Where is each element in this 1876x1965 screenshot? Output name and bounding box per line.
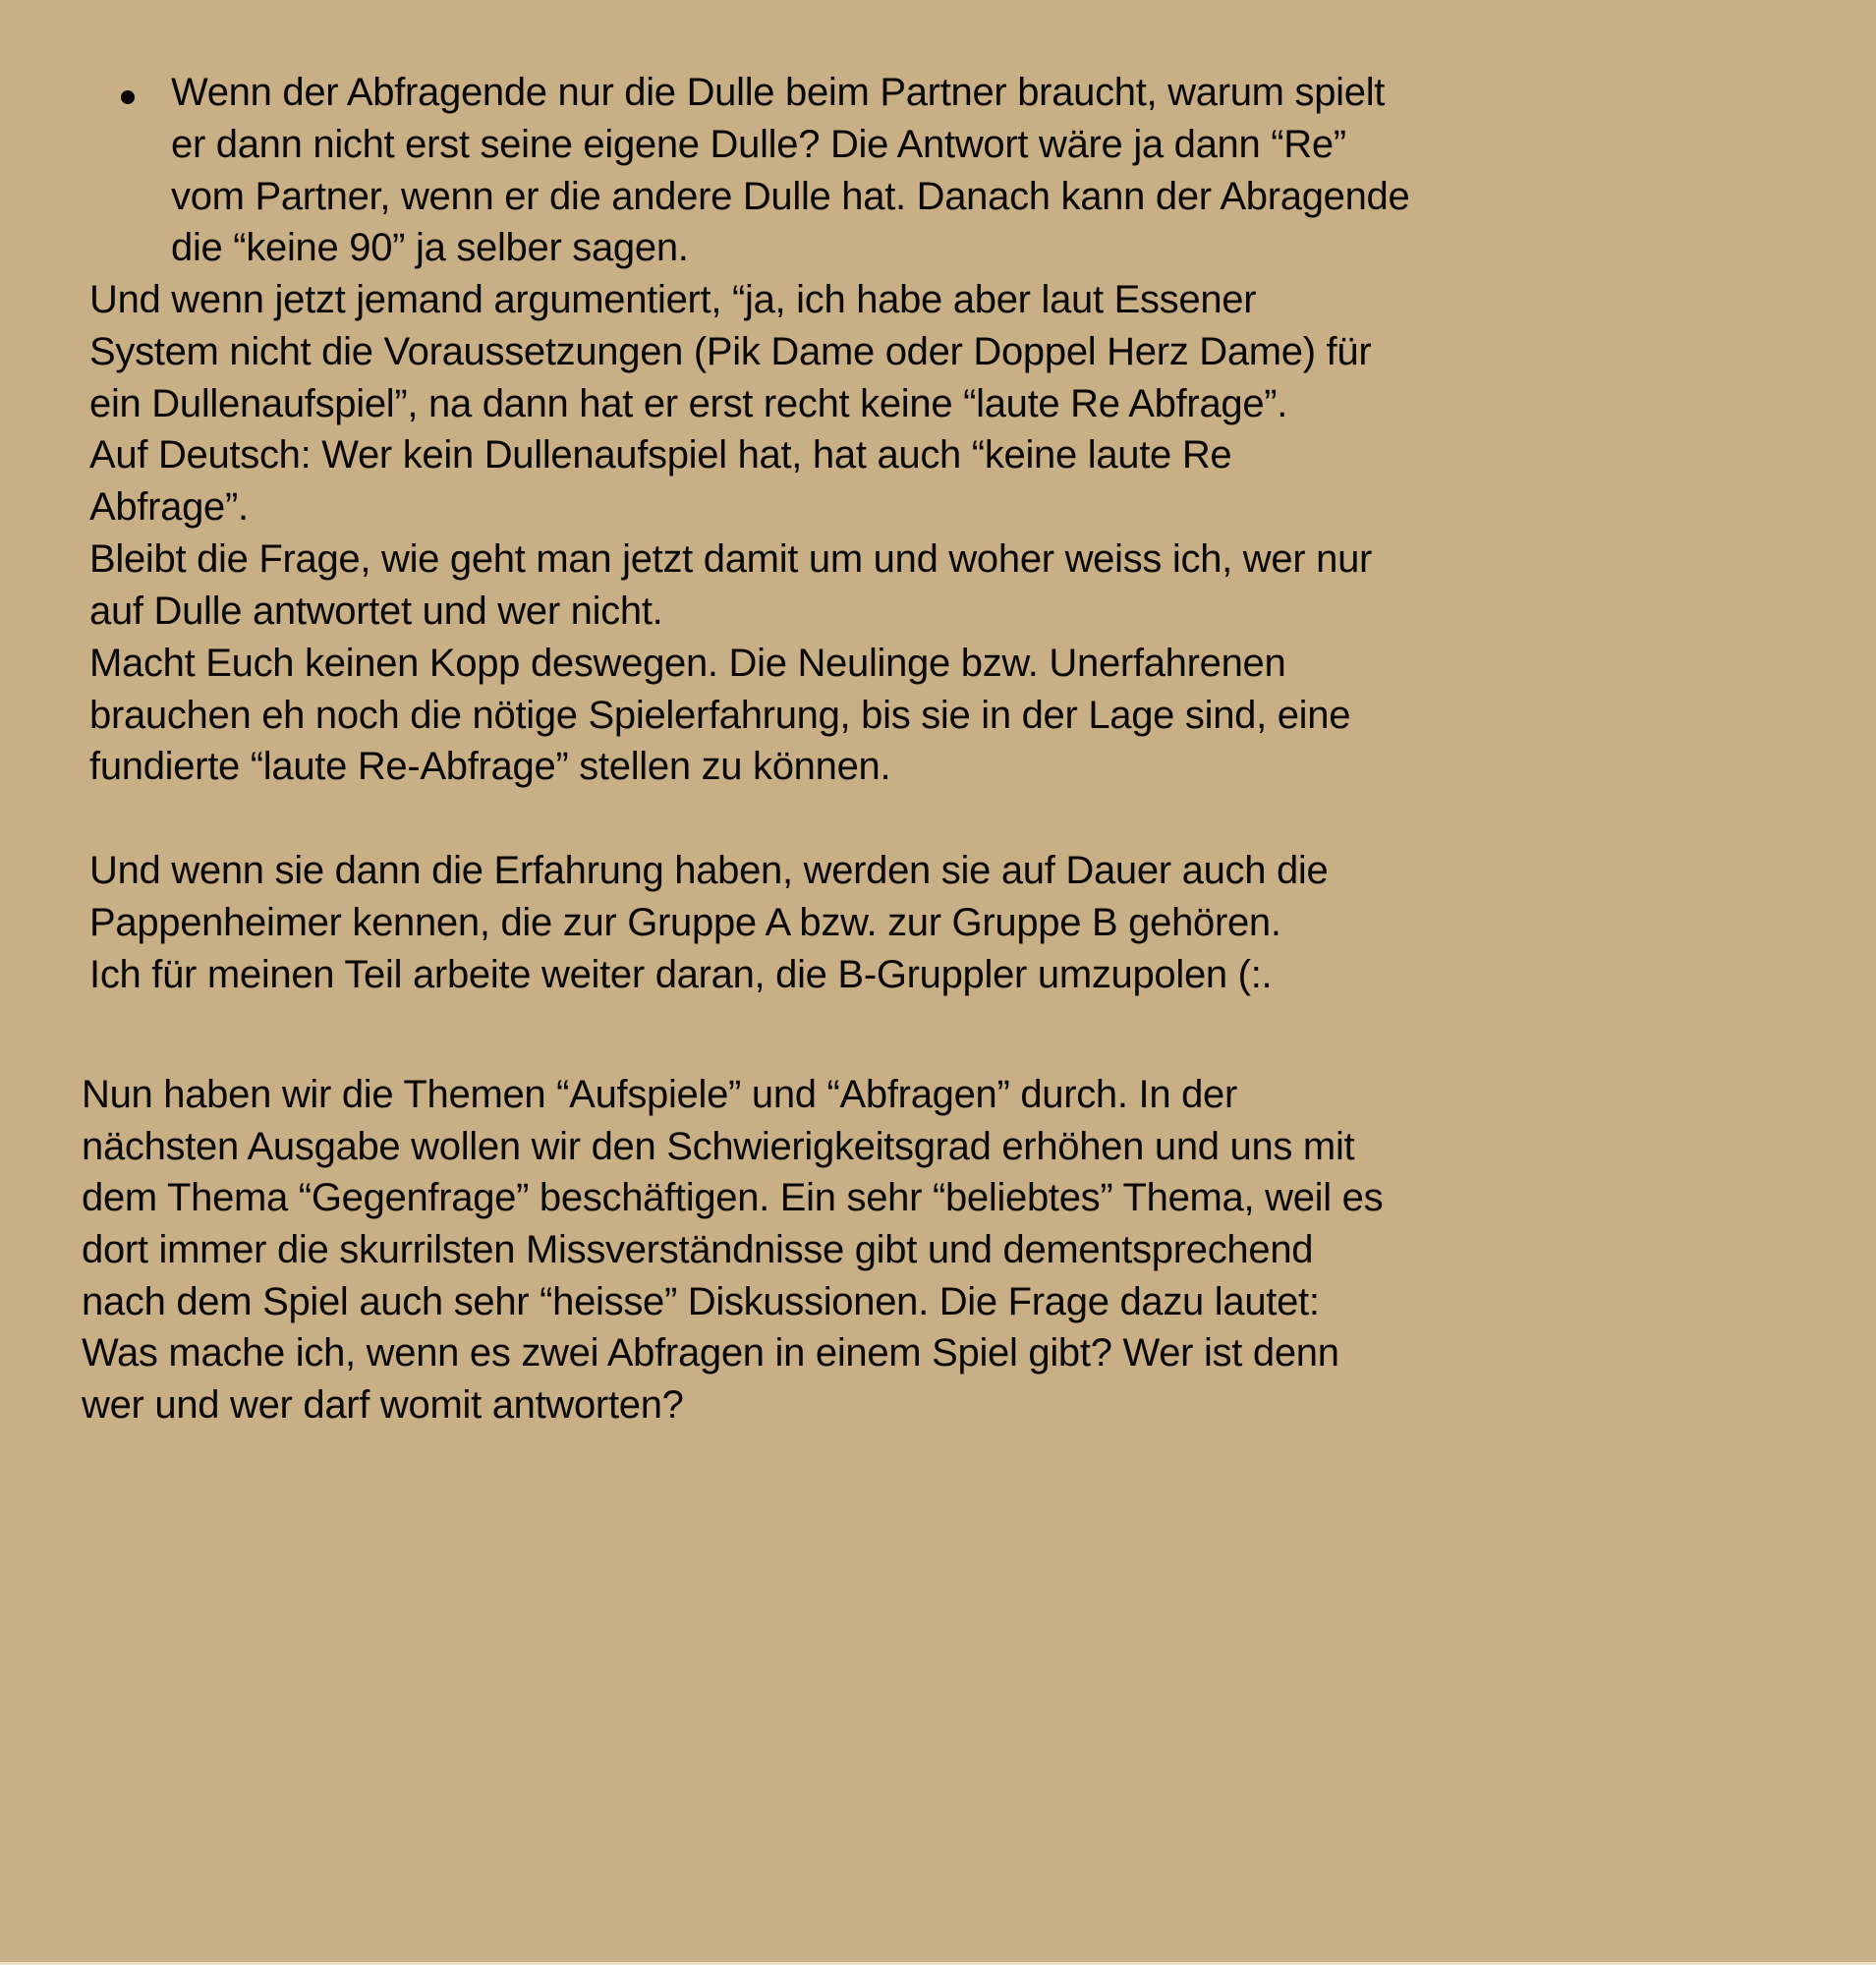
text-line: Und wenn sie dann die Erfahrung haben, werden sie auf Dauer auch die	[89, 849, 1329, 892]
text-line: brauchen eh noch die nötige Spielerfahrung, bis sie in der Lage sind, eine	[89, 694, 1351, 737]
text-line: nach dem Spiel auch sehr “heisse” Diskussionen. Die Frage dazu lautet:	[82, 1280, 1320, 1323]
text-line: Pappenheimer kennen, die zur Gruppe A bzw. zur Gruppe B gehören.	[89, 901, 1281, 944]
text-line: Nun haben wir die Themen “Aufspiele” und “Abfragen” durch. In der	[82, 1073, 1237, 1116]
text-line: fundierte “laute Re-Abfrage” stellen zu können.	[89, 745, 891, 788]
text-line: auf Dulle antwortet und wer nicht.	[89, 590, 663, 633]
text-line: System nicht die Voraussetzungen (Pik Dame oder Doppel Herz Dame) für	[89, 330, 1372, 373]
text-line: wer und wer darf womit antworten?	[82, 1383, 684, 1427]
bullet-line: vom Partner, wenn er die andere Dulle hat. Danach kann der Abragende	[171, 175, 1410, 218]
text-line: Und wenn jetzt jemand argumentiert, “ja, ich habe aber laut Essener	[89, 278, 1257, 321]
text-line: Ich für meinen Teil arbeite weiter daran, die B-Gruppler umzupolen (:.	[89, 953, 1273, 996]
text-line: nächsten Ausgabe wollen wir den Schwierigkeitsgrad erhöhen und uns mit	[82, 1125, 1355, 1168]
text-line: ein Dullenaufspiel”, na dann hat er erst recht keine “laute Re Abfrage”.	[89, 382, 1288, 425]
bullet-line: er dann nicht erst seine eigene Dulle? Die Antwort wäre ja dann “Re”	[171, 123, 1346, 166]
bullet-line: Wenn der Abfragende nur die Dulle beim Partner braucht, warum spielt	[171, 71, 1386, 114]
text-line: Macht Euch keinen Kopp deswegen. Die Neulinge bzw. Unerfahrenen	[89, 642, 1286, 685]
bullet-icon	[121, 90, 135, 104]
text-line: dem Thema “Gegenfrage” beschäftigen. Ein sehr “beliebtes” Thema, weil es	[82, 1176, 1384, 1219]
text-line: Abfrage”.	[89, 485, 249, 529]
text-line: Bleibt die Frage, wie geht man jetzt damit um und woher weiss ich, wer nur	[89, 537, 1373, 581]
text-line: dort immer die skurrilsten Missverständnisse gibt und dementsprechend	[82, 1228, 1314, 1271]
text-line: Was mache ich, wenn es zwei Abfragen in einem Spiel gibt? Wer ist denn	[82, 1331, 1339, 1375]
text-line: Auf Deutsch: Wer kein Dullenaufspiel hat, hat auch “keine laute Re	[89, 433, 1232, 477]
bullet-line: die “keine 90” ja selber sagen.	[171, 226, 689, 269]
